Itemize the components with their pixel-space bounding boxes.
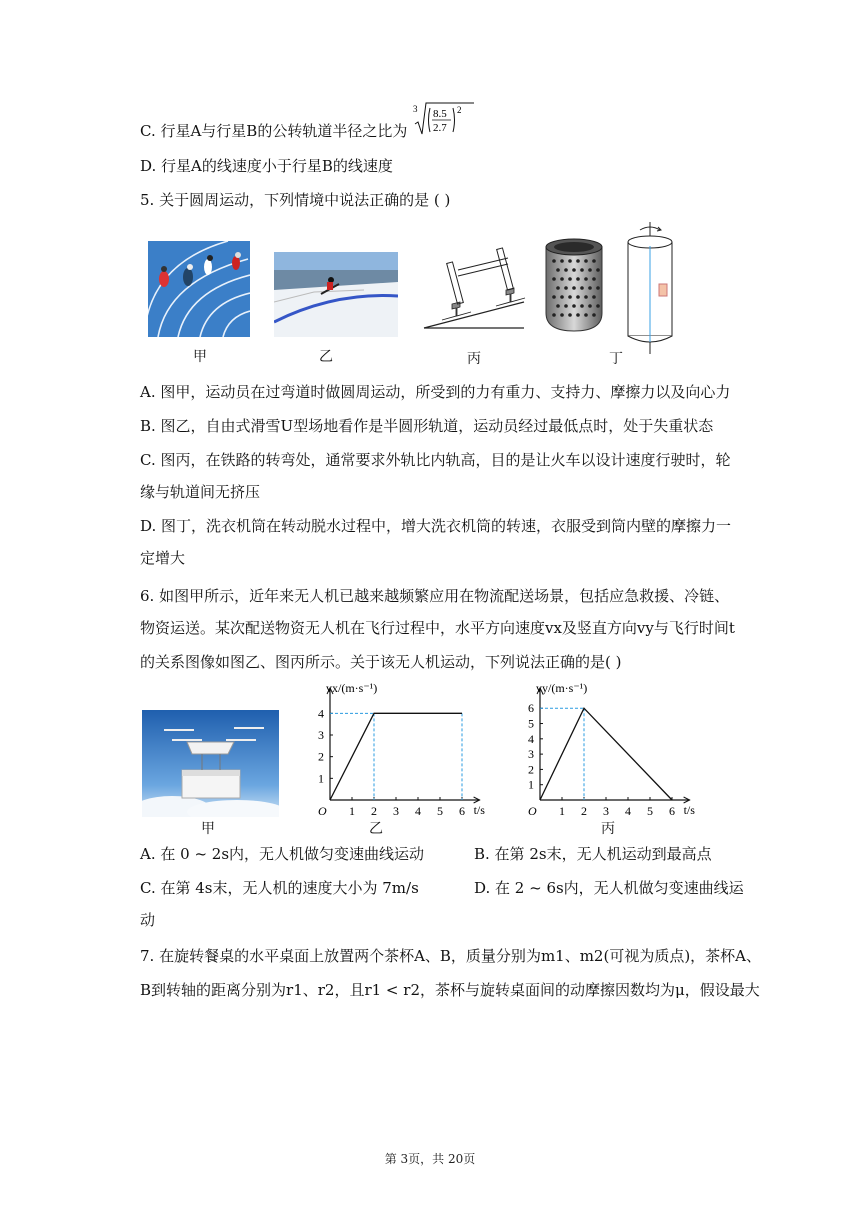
- q5-option-d-line1: D. 图丁，洗衣机筒在转动脱水过程中，增大洗衣机筒的转速，衣服受到筒内壁的摩擦力一: [140, 517, 732, 535]
- x-tick-label: 3: [393, 804, 399, 818]
- q5-option-a: A. 图甲，运动员在过弯道时做圆周运动，所受到的力有重力、支持力、摩擦力以及向心力: [140, 383, 731, 401]
- y-tick-label: 6: [528, 701, 534, 716]
- q6-caption-jia: 甲: [201, 821, 215, 837]
- y-tick-label: 2: [528, 762, 534, 777]
- fraction-numerator: 8.5: [433, 108, 447, 120]
- q4-option-d: D. 行星A的线速度小于行星B的线速度: [140, 157, 393, 175]
- q5-caption-ding: 丁: [609, 351, 623, 367]
- y-tick-label: 1: [528, 777, 534, 792]
- exponent: 2: [457, 105, 462, 115]
- q5-option-c-line1: C. 图丙，在铁路的转弯处，通常要求外轨比内轨高，目的是让火车以设计速度行驶时，轮: [140, 451, 731, 469]
- q6-option-d: D. 在 2 ~ 6s内，无人机做匀变速曲线运: [474, 879, 744, 897]
- y-axis-label: vx/(m·s⁻¹): [326, 681, 378, 695]
- x-tick-label: 3: [603, 804, 609, 818]
- q5-caption-bing: 丙: [467, 351, 481, 367]
- q6-stem-line3: 的关系图像如图乙、图丙所示。关于该无人机运动，下列说法正确的是( ): [140, 653, 622, 671]
- y-axis-label: vy/(m·s⁻¹): [536, 681, 588, 695]
- series-line: [330, 713, 462, 800]
- q5-figure-yi-skiing: [274, 252, 398, 337]
- q4-option-c-text: C. 行星A与行星B的公转轨道半径之比为: [140, 122, 408, 140]
- x-tick-label: 1: [349, 804, 355, 818]
- q5-option-d-line2: 定增大: [140, 549, 186, 567]
- x-tick-label: 1: [559, 804, 565, 818]
- q6-chart-yi-vx: [300, 676, 500, 826]
- x-tick-label: 6: [669, 804, 675, 818]
- series-line: [540, 708, 672, 800]
- q7-line2: B到转轴的距离分别为r1、r2，且r1 < r2，茶杯与旋转桌面间的动摩擦因数均为μ，假设最大: [140, 981, 760, 999]
- q5-option-b: B. 图乙，自由式滑雪U型场地看作是半圆形轨道，运动员经过最低点时，处于失重状态: [140, 417, 714, 435]
- x-tick-label: 2: [581, 804, 587, 818]
- q6-option-d-wrap: 动: [140, 911, 156, 929]
- q6-chart-bing-vy: [510, 676, 710, 826]
- q5-figure-ding-cylinder: [620, 222, 680, 356]
- q5-stem: 5. 关于圆周运动，下列情境中说法正确的是 ( ): [140, 191, 451, 209]
- x-tick-label: 4: [415, 804, 421, 818]
- q5-caption-yi: 乙: [319, 349, 333, 365]
- q7-line1: 7. 在旋转餐桌的水平桌面上放置两个茶杯A、B，质量分别为m1、m2(可视为质点)，茶杯A、: [140, 947, 762, 965]
- q6-figure-jia-drone: [142, 710, 279, 817]
- q6-option-c: C. 在第 4s末，无人机的速度大小为 7m/s: [140, 879, 419, 897]
- x-tick-label: 5: [437, 804, 443, 818]
- y-tick-label: 3: [528, 747, 534, 762]
- q6-stem-line2: 物资运送。某次配送物资无人机在飞行过程中，水平方向速度vx及竖直方向vy与飞行时间t: [140, 619, 735, 637]
- x-tick-label: O: [318, 804, 327, 818]
- y-tick-label: 1: [318, 771, 324, 786]
- y-tick-label: 4: [318, 706, 324, 721]
- q5-option-c-line2: 缘与轨道间无挤压: [140, 483, 261, 501]
- x-tick-label: 4: [625, 804, 631, 818]
- y-tick-label: 4: [528, 731, 534, 746]
- q6-stem-line1: 6. 如图甲所示，近年来无人机已越来越频繁应用在物流配送场景，包括应急救援、冷链、: [140, 587, 730, 605]
- q5-figure-jia-skaters: [148, 241, 250, 337]
- x-tick-label: 2: [371, 804, 377, 818]
- q5-caption-jia: 甲: [193, 349, 207, 365]
- y-tick-label: 3: [318, 728, 324, 742]
- root-index: 3: [413, 104, 418, 114]
- x-tick-label: 5: [647, 804, 653, 818]
- q6-option-b: B. 在第 2s末，无人机运动到最高点: [474, 845, 712, 863]
- q5-figure-ding-drum: [542, 235, 606, 335]
- q4-option-c-formula: [412, 104, 472, 136]
- page-footer: 第 3页，共 20页: [384, 1152, 476, 1166]
- fraction-denominator: 2.7: [433, 122, 447, 134]
- y-tick-label: 2: [318, 749, 324, 764]
- q6-option-a: A. 在 0 ~ 2s内，无人机做匀变速曲线运动: [140, 845, 425, 863]
- y-tick-label: 5: [528, 716, 534, 731]
- q6-caption-bing: 丙: [601, 821, 615, 837]
- x-axis-label: t/s: [473, 803, 485, 817]
- q4-option-c: [140, 104, 472, 141]
- q6-caption-yi: 乙: [369, 821, 383, 837]
- x-tick-label: 6: [459, 804, 465, 818]
- x-axis-label: t/s: [683, 803, 695, 817]
- x-tick-label: O: [528, 804, 537, 818]
- q5-figure-bing-railway: [422, 240, 526, 332]
- cube-root-formula: [412, 100, 476, 140]
